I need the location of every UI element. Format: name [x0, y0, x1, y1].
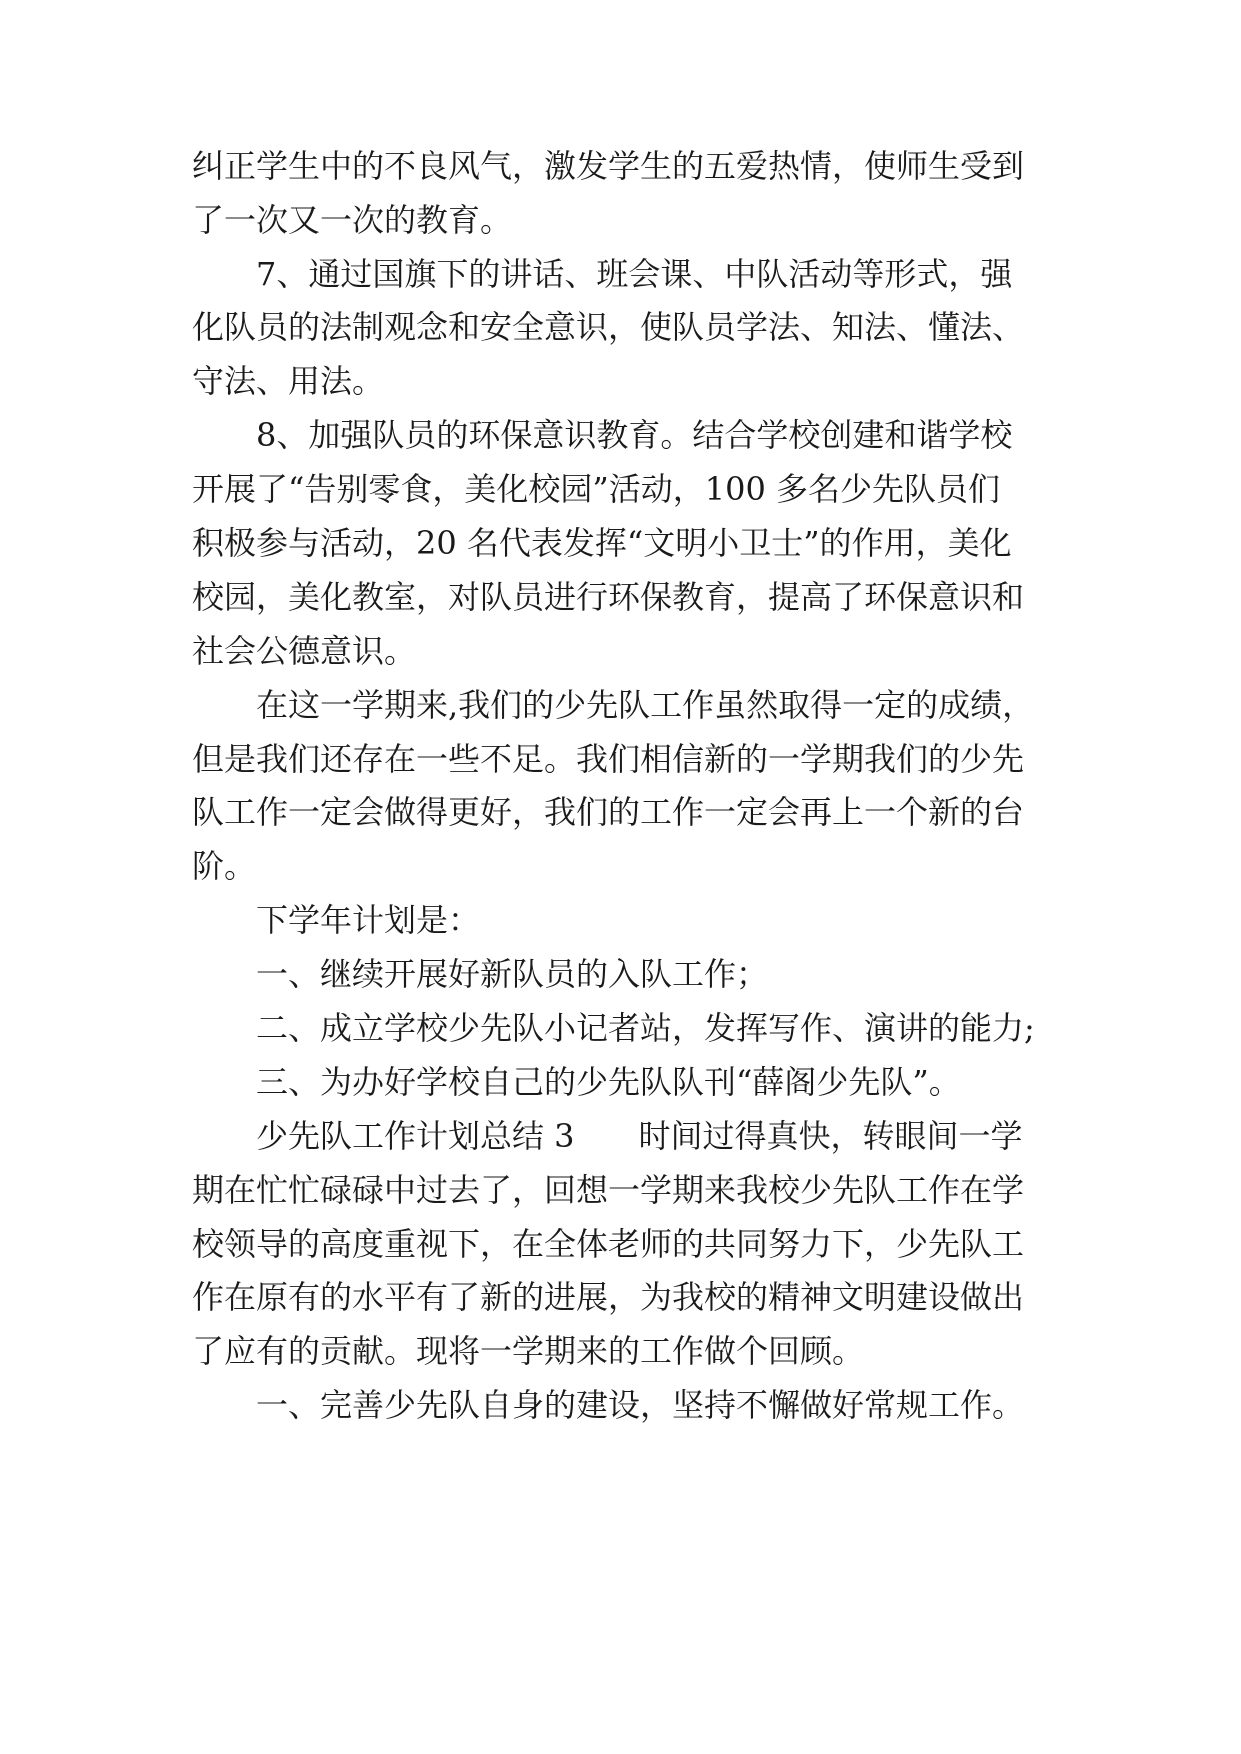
text-line: 了一次又一次的教育。: [192, 201, 513, 239]
text-line: 少先队工作计划总结 3 时间过得真快，转眼间一学: [256, 1117, 1023, 1155]
text-line: 二、成立学校少先队小记者站，发挥写作、演讲的能力;: [256, 1009, 1035, 1047]
text-line: 阶。: [192, 847, 257, 885]
text-line: 三、为办好学校自己的少先队队刊“薛阁少先队”。: [256, 1063, 961, 1101]
text-line: 化队员的法制观念和安全意识，使队员学法、知法、懂法、: [192, 308, 1025, 346]
text-line: 7、通过国旗下的讲话、班会课、中队活动等形式，强: [256, 255, 1013, 293]
text-line: 队工作一定会做得更好，我们的工作一定会再上一个新的台: [192, 793, 1025, 831]
text-line: 纠正学生中的不良风气，激发学生的五爱热情，使师生受到: [192, 147, 1025, 185]
text-line: 积极参与活动，20 名代表发挥“文明小卫士”的作用，美化: [192, 524, 1012, 562]
text-line: 守法、用法。: [192, 362, 385, 400]
text-line: 了应有的贡献。现将一学期来的工作做个回顾。: [192, 1332, 865, 1370]
text-line: 8、加强队员的环保意识教育。结合学校创建和谐学校: [256, 416, 1013, 454]
text-line: 一、完善少先队自身的建设，坚持不懈做好常规工作。: [256, 1386, 1025, 1424]
text-line: 期在忙忙碌碌中过去了，回想一学期来我校少先队工作在学: [192, 1171, 1025, 1209]
text-line: 校园，美化教室，对队员进行环保教育，提高了环保意识和: [192, 578, 1025, 616]
text-line: 开展了“告别零食，美化校园”活动，100 多名少先队员们: [192, 470, 1000, 508]
text-line: 在这一学期来,我们的少先队工作虽然取得一定的成绩，: [256, 686, 1035, 724]
text-line: 校领导的高度重视下，在全体老师的共同努力下，少先队工: [192, 1225, 1025, 1263]
text-line: 社会公德意识。: [192, 632, 417, 670]
text-line: 但是我们还存在一些不足。我们相信新的一学期我们的少先: [192, 740, 1025, 778]
text-line: 作在原有的水平有了新的进展，为我校的精神文明建设做出: [192, 1278, 1025, 1316]
text-line: 一、继续开展好新队员的入队工作；: [256, 955, 769, 993]
text-line: 下学年计划是：: [256, 901, 481, 939]
